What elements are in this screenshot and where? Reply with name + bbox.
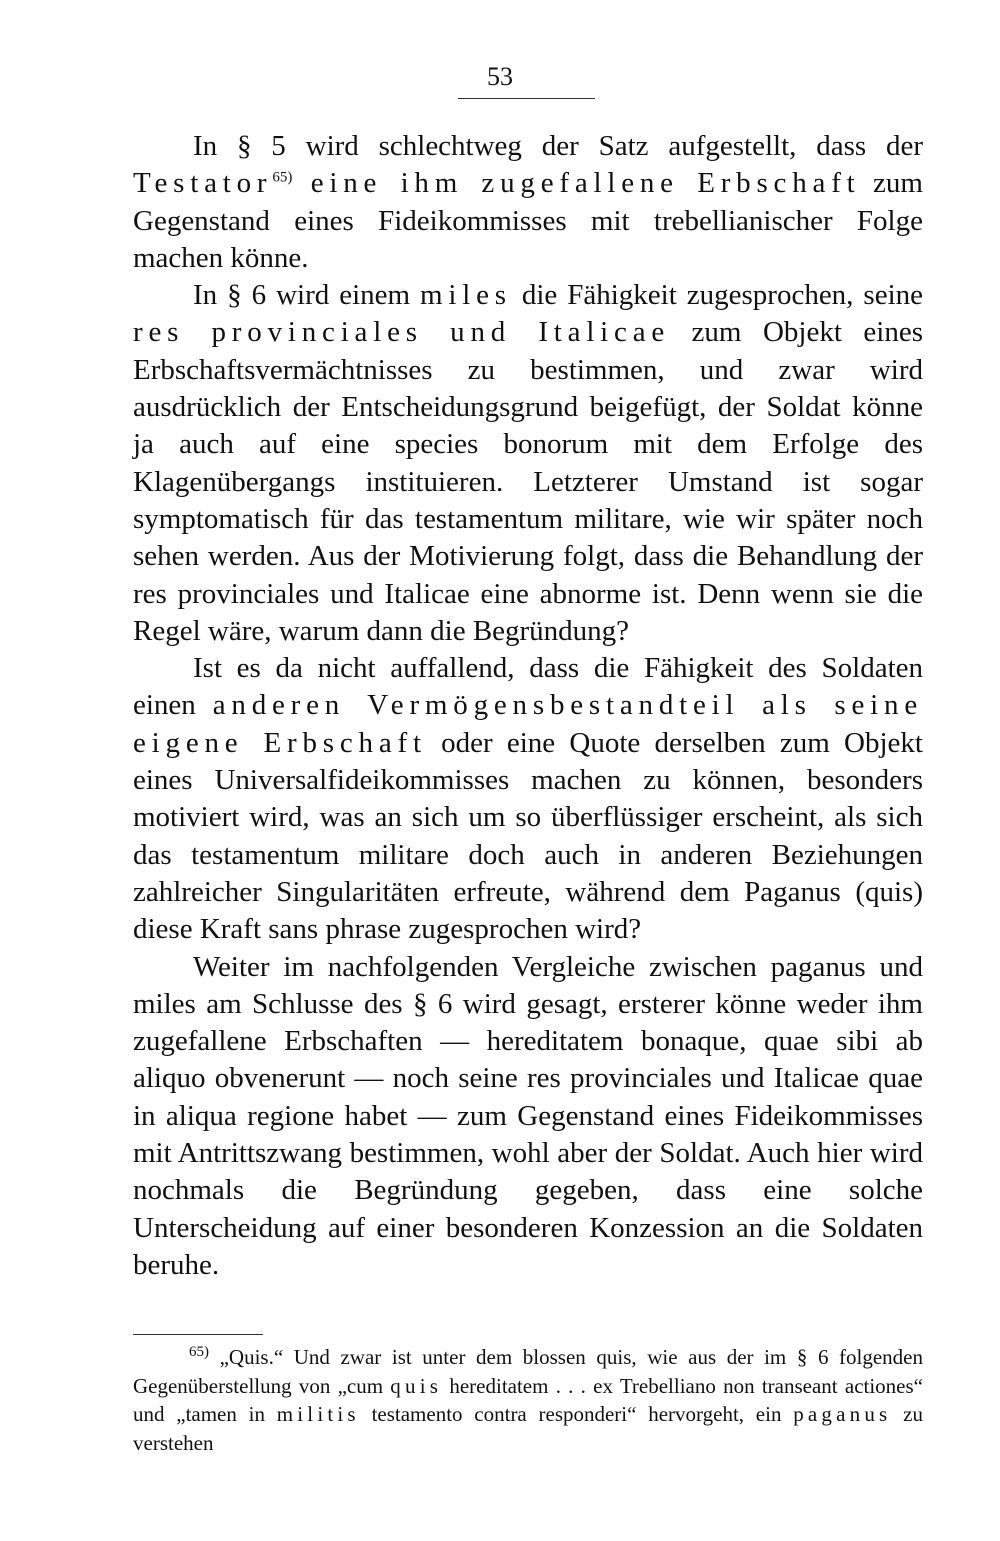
emphasized-text: eine ihm zugefallene Erbschaft <box>292 167 861 200</box>
text-run: Weiter im nachfolgenden Vergleiche zwischen paganus und miles am Schlusse des § 6 wird gesagt, ersterer könne weder ihm zugefallene Erbschaften — hereditatem bonaque, quae sibi ab aliquo obvenerunt — noch seine res provinciales und Italicae quae in aliqua regione habet — zum Gegenstand eines Fideikommisses mit Antrittszwang bestimmen, wohl aber der Soldat. Auch hier wird nochmals die Begründung gegeben, dass eine solche Unterscheidung auf einer besonderen Konzession an die Soldaten beruhe. <box>133 950 923 1281</box>
emphasized-text: anderen Vermögensbestandteil als seine eigene Erbschaft <box>133 689 923 759</box>
text-run: zum Gegenstand eines Fideikommisses mit trebellianischer Folge machen könne. <box>133 167 923 274</box>
header-rule <box>458 98 595 99</box>
text-run: In § 5 wird schlechtweg der Satz aufgestellt, dass der <box>193 130 923 162</box>
paragraph-paganus <box>133 949 923 1285</box>
footnote <box>133 1343 923 1457</box>
emphasized-text: res provinciales und Italicae <box>133 316 671 349</box>
paragraph-testator <box>133 128 923 277</box>
text-run: „Quis.“ Und zwar ist unter dem blossen quis, wie aus der im § 6 folgenden Gegenüberstellung von „cum <box>133 1345 923 1398</box>
text-run: zu verstehen <box>133 1402 923 1455</box>
text-run: hereditatem . . . ex Trebelliano non transeant actiones“ und „tamen in <box>133 1373 923 1426</box>
footnote-rule <box>133 1334 263 1335</box>
footnote-marker: 65) <box>272 169 293 186</box>
emphasized-text: militis <box>276 1402 360 1426</box>
paragraph-miles <box>133 277 923 650</box>
text-run: testamento contra responderi“ hervorgeht, ein <box>359 1402 794 1426</box>
body-text <box>133 128 923 1284</box>
text-run: Ist es da nicht auffallend, dass die Fähigkeit des Soldaten einen <box>133 652 923 722</box>
paragraph-soldaten <box>133 650 923 948</box>
text-run: zum Objekt eines Erbschaftsvermächtnisses zu bestimmen, und zwar wird ausdrücklich der Entscheidungsgrund beigefügt, der Soldat könne ja auch auf eine species bonorum mit dem Erfolge des Klagenübergangs instituieren. Letzterer Umstand ist sogar symptomatisch für das testamentum militare, wie wir später noch sehen werden. Aus der Motivierung folgt, dass die Behandlung der res provinciales und Italicae eine abnorme ist. Denn wenn sie die Regel wäre, warum dann die Begründung? <box>133 316 923 647</box>
emphasized-text: paganus <box>793 1402 892 1426</box>
emphasized-text: quis <box>390 1373 443 1398</box>
footnote-65 <box>133 1343 923 1457</box>
footnote-marker: 65) <box>189 1344 209 1360</box>
emphasized-text: miles <box>420 279 512 312</box>
emphasized-text: Testator <box>133 167 273 200</box>
text-run: In § 6 wird einem <box>193 279 421 312</box>
text-run: die Fähigkeit zugesprochen, seine <box>511 279 923 312</box>
text-run: oder eine Quote derselben zum Objekt eines Universalfideikommisses machen zu können, besonders motiviert wird, was an sich um so überflüssiger erscheint, als sich das testamentum militare doch auch in anderen Beziehungen zahlreicher Singularitäten erfreute, während dem Paganus (quis) diese Kraft sans phrase zugesprochen wird? <box>133 726 923 946</box>
page-number: 53 <box>487 62 513 91</box>
